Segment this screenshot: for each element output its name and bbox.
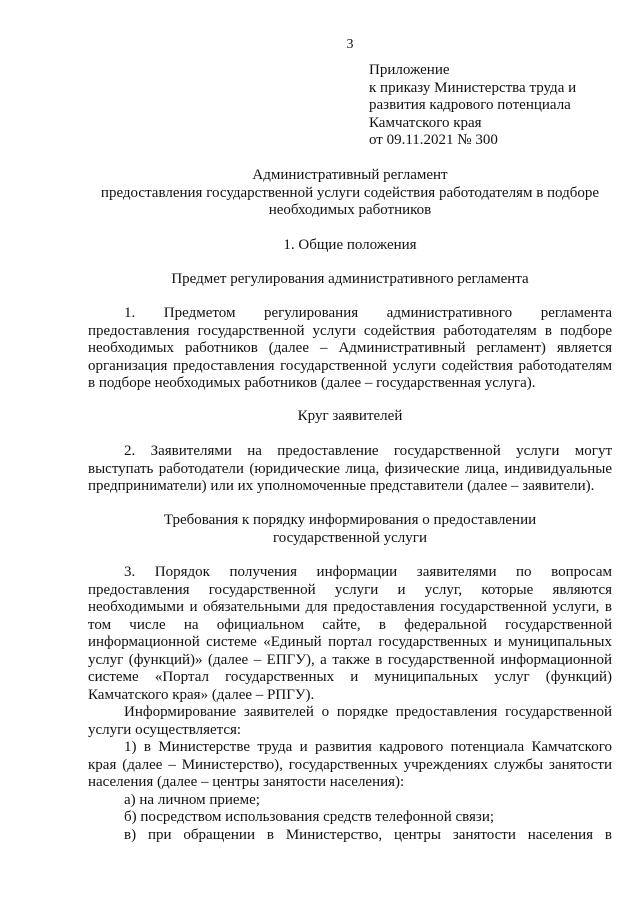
paragraph-line: необходимыми и обязательными для предоставления государственной услуги, в <box>88 599 612 615</box>
subheading-line: государственной услуги <box>273 529 427 546</box>
paragraph-1 <box>88 305 612 393</box>
attachment-line: развития кадрового потенциала <box>369 97 571 113</box>
attachment-line: к приказу Министерства труда и <box>369 79 577 96</box>
paragraph-line: 1. Предметом регулирования административного регламента <box>124 305 612 321</box>
paragraph-line: Камчатского края» (далее – РПГУ). <box>88 686 315 703</box>
list-item-a: а) на личном приеме; <box>124 791 260 808</box>
attachment-block <box>369 62 576 150</box>
paragraph-line: в подборе необходимых работников (далее – государственная услуга). <box>88 375 536 391</box>
paragraph-line: населения (далее – центры занятости населения): <box>88 774 405 790</box>
title-line: предоставления государственной услуги содействия работодателям в подборе <box>100 184 600 201</box>
paragraph-line: организация предоставления государственной услуги содействия работодателям <box>88 357 612 374</box>
subheading-line: Требования к порядку информирования о предоставлении <box>163 512 537 528</box>
paragraph-line: системе «Портал государственных и муниципальных услуг (функций) <box>88 669 612 685</box>
paragraph-line: края (далее – Министерство), государственных учреждениях службы занятости <box>88 756 612 773</box>
paragraph-line: предоставления государственной услуги содействия работодателям в подборе <box>88 322 612 339</box>
subheading-subject: Предмет регулирования административного регламента <box>171 271 529 287</box>
paragraph-2 <box>88 443 612 496</box>
paragraph-line: Информирование заявителей о порядке предоставления государственной <box>124 704 612 720</box>
paragraph-line: 3. Порядок получения информации заявителями по вопросам <box>124 564 612 580</box>
paragraph-line: 1) в Министерстве труда и развития кадрового потенциала Камчатского <box>124 739 612 755</box>
paragraph-line: услуг (функций)» (далее – ЕПГУ), а также в государственной информационной <box>88 651 612 668</box>
paragraph-line: предприниматели) или их уполномоченные представители (далее – заявители). <box>88 478 595 494</box>
paragraph-line: информационной системе «Единый портал государственных и муниципальных <box>88 634 612 650</box>
paragraph-3 <box>88 564 612 844</box>
list-item-c: в) при обращении в Министерство, центры занятости населения в <box>124 826 612 843</box>
paragraph-line: 2. Заявителями на предоставление государственной услуги могут <box>124 443 612 459</box>
attachment-line: от 09.11.2021 № 300 <box>369 132 498 148</box>
title-line: Административный регламент <box>252 167 448 183</box>
section-heading: 1. Общие положения <box>283 237 417 253</box>
paragraph-line: необходимых работников (далее – Административный регламент) является <box>88 340 612 356</box>
title-line: необходимых работников <box>268 202 432 218</box>
document-title <box>88 167 612 220</box>
paragraph-line: предоставления государственной услуги и услуг, которые являются <box>88 581 612 598</box>
list-item-b: б) посредством использования средств телефонной связи; <box>124 809 495 825</box>
page-number: 3 <box>346 37 354 52</box>
paragraph-line: выступать работодатели (юридические лица, физические лица, индивидуальные <box>88 460 612 477</box>
attachment-line: Приложение <box>369 62 450 78</box>
attachment-line: Камчатского края <box>369 114 482 131</box>
paragraph-line: том числе на официальном сайте, в федеральной государственной <box>88 616 612 633</box>
subheading-applicants: Круг заявителей <box>297 408 403 424</box>
subheading-info <box>88 512 612 547</box>
paragraph-line: услуги осуществляется: <box>88 721 242 738</box>
